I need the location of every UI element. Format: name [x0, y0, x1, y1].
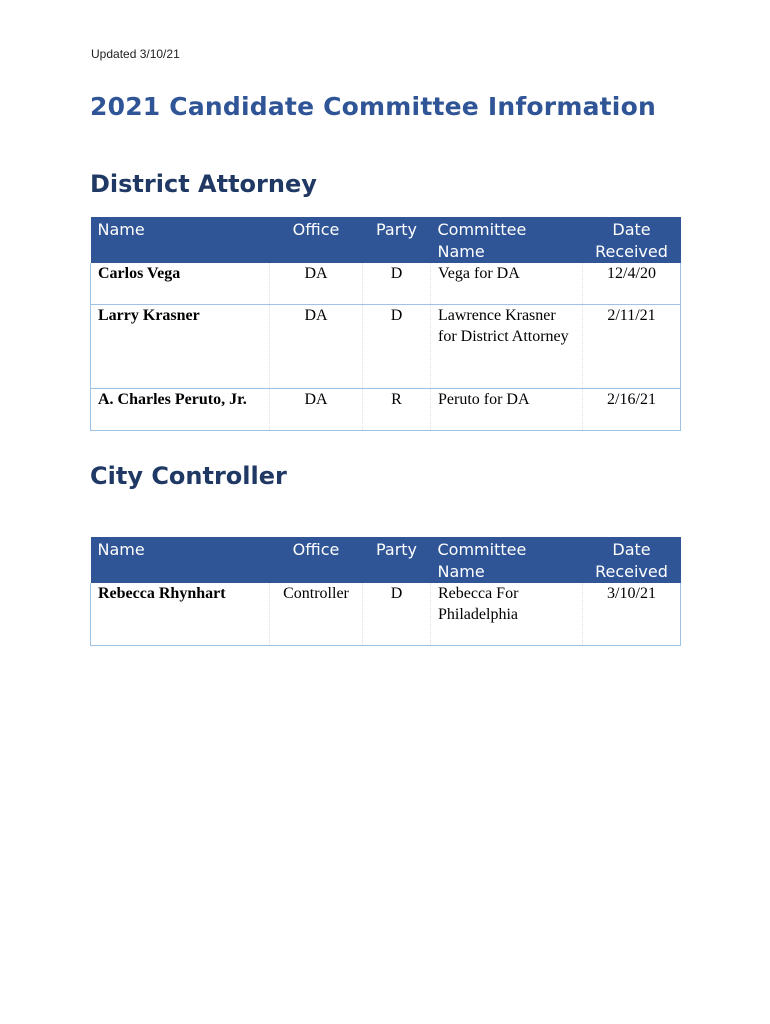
table-row — [91, 263, 681, 304]
office-cell: Controller — [270, 583, 363, 645]
committee-cell: Vega for DA — [431, 263, 583, 304]
committee-cell: Rebecca For Philadelphia — [431, 583, 583, 645]
header-party: Party — [363, 537, 431, 583]
party-cell: D — [363, 263, 431, 304]
office-cell: DA — [270, 263, 363, 304]
page-title: 2021 Candidate Committee Information — [90, 92, 656, 121]
table-row — [91, 583, 681, 645]
header-party: Party — [363, 217, 431, 263]
section-heading-district-attorney: District Attorney — [90, 170, 317, 198]
date-cell: 3/10/21 — [583, 583, 681, 645]
header-name: Name — [91, 537, 270, 583]
district-attorney-table — [90, 217, 681, 431]
city-controller-table — [90, 537, 681, 646]
header-office: Office — [270, 537, 363, 583]
party-cell: R — [363, 388, 431, 430]
header-date-received: Date Received — [583, 217, 681, 263]
party-cell: D — [363, 583, 431, 645]
date-cell: 2/16/21 — [583, 388, 681, 430]
date-cell: 2/11/21 — [583, 304, 681, 388]
table-row — [91, 304, 681, 388]
candidate-name: Rebecca Rhynhart — [91, 583, 270, 645]
updated-date: Updated 3/10/21 — [91, 47, 180, 61]
committee-cell: Peruto for DA — [431, 388, 583, 430]
header-committee-name: Committee Name — [431, 537, 583, 583]
office-cell: DA — [270, 388, 363, 430]
committee-cell: Lawrence Krasner for District Attorney — [431, 304, 583, 388]
office-cell: DA — [270, 304, 363, 388]
header-committee-name: Committee Name — [431, 217, 583, 263]
table-row — [91, 388, 681, 430]
candidate-name: Larry Krasner — [91, 304, 270, 388]
date-cell: 12/4/20 — [583, 263, 681, 304]
candidate-name: A. Charles Peruto, Jr. — [91, 388, 270, 430]
header-office: Office — [270, 217, 363, 263]
candidate-name: Carlos Vega — [91, 263, 270, 304]
table-header-row — [91, 217, 681, 263]
header-date-received: Date Received — [583, 537, 681, 583]
section-heading-city-controller: City Controller — [90, 462, 287, 490]
party-cell: D — [363, 304, 431, 388]
table-header-row — [91, 537, 681, 583]
header-name: Name — [91, 217, 270, 263]
